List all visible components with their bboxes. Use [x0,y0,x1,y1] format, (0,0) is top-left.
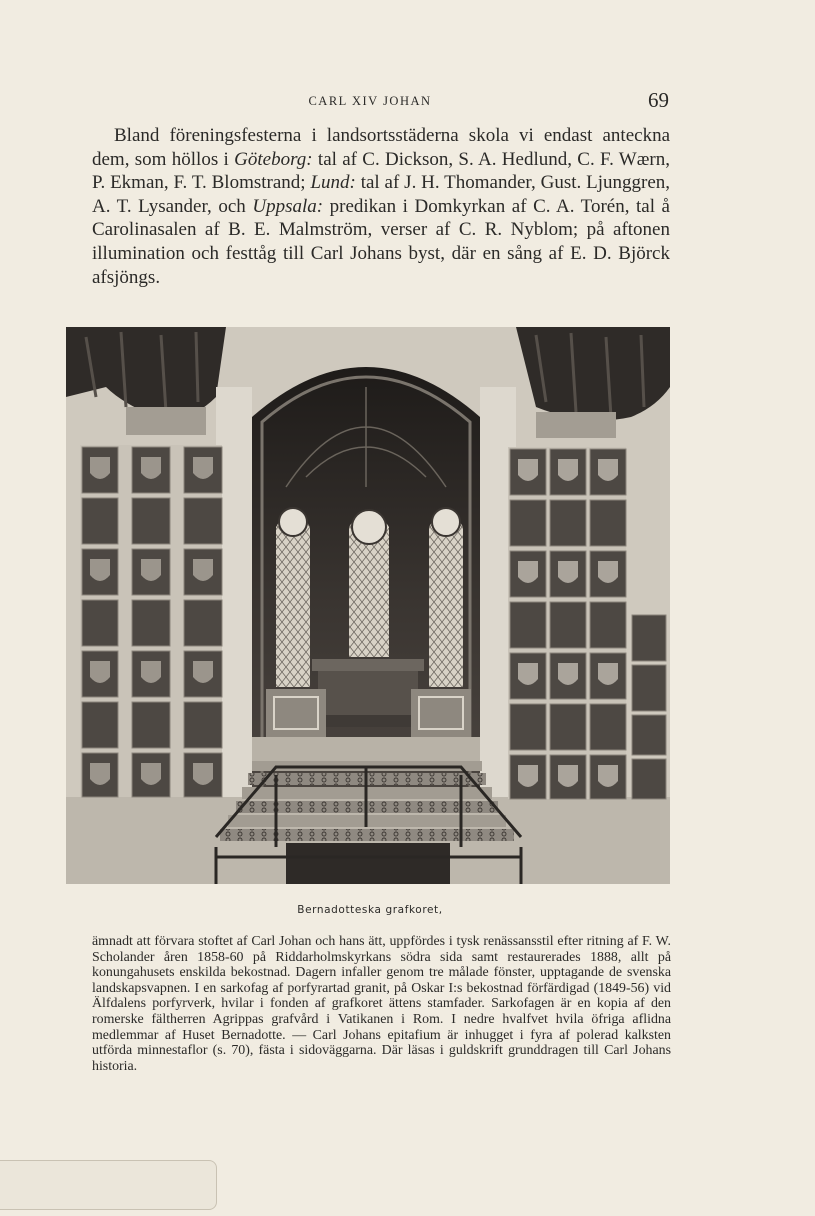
intro-text-4: predikan i Domkyrkan af C. A. Torén, tal å Carolinasalen af B. E. Malmström, verser af C. R. Nyblom; på aftonen illumination och festtåg till Carl Johans byst, där en sång af E. D. Björck afsjöngs. [92,195,670,288]
coats-of-arms-left [80,445,222,797]
intro-text-1: Bland föreningsfesterna i landsortsstäderna skola vi endast anteckna dem, som höllos i [92,125,670,170]
figure-caption: Bernadotteska grafkoret, [297,904,443,916]
place-goteborg: Göteborg: [234,148,313,170]
sarcophagus [312,659,424,727]
intro-text-3: tal af J. H. Thomander, Gust. Ljunggren, A. T. Lysander, och [92,172,670,217]
caption-body: ämnadt att förvara stoftet af Carl Johan och hans ätt, uppfördes i tysk renässansstil efter ritning af F. W. Scholander åren 1858-60 på Riddarholmskyrkans södra sida samt restaurerades 1888, allt på konungahusets enskilda bekostnad. Dagern infaller genom tre målade fönster, upptagande de svenska landskapsvapnen. I en sarkofag af porfyrartad granit, på Oskar I:s bekostnad förfärdigad (1849-56) vid Älfdalens porfyrverk, hvilar i fonden af grafkoret ättens stamfader. Sarkofagen är en kopia af den romerske fältherren Agrippas grafvård i Vatikanen i Rom. I nedre hvalfvet hvila öfriga aflidna medlemmar af Huset Bernadotte. — Carl Johans epitafium är inhugget i fyra af polerad kalksten utförda minnestaflor (s. 70), fästa i sidoväggarna. Där läsas i guldskrift grunddragen till Carl Johans historia. [92,934,671,1074]
running-title: CARL XIV JOHAN [308,94,432,108]
running-head [0,88,815,116]
intro-paragraph [92,124,670,289]
intro-text-2: tal af C. Dickson, S. A. Hedlund, C. F. Wærn, P. Ekman, F. T. Blomstrand; [92,148,670,194]
place-lund: Lund: [310,172,356,194]
page-tab [0,1160,217,1210]
place-uppsala: Uppsala: [252,195,324,217]
photo-plate [66,327,670,884]
bernadotte-chapel-photo [66,327,670,884]
page-number: 69 [648,88,669,112]
